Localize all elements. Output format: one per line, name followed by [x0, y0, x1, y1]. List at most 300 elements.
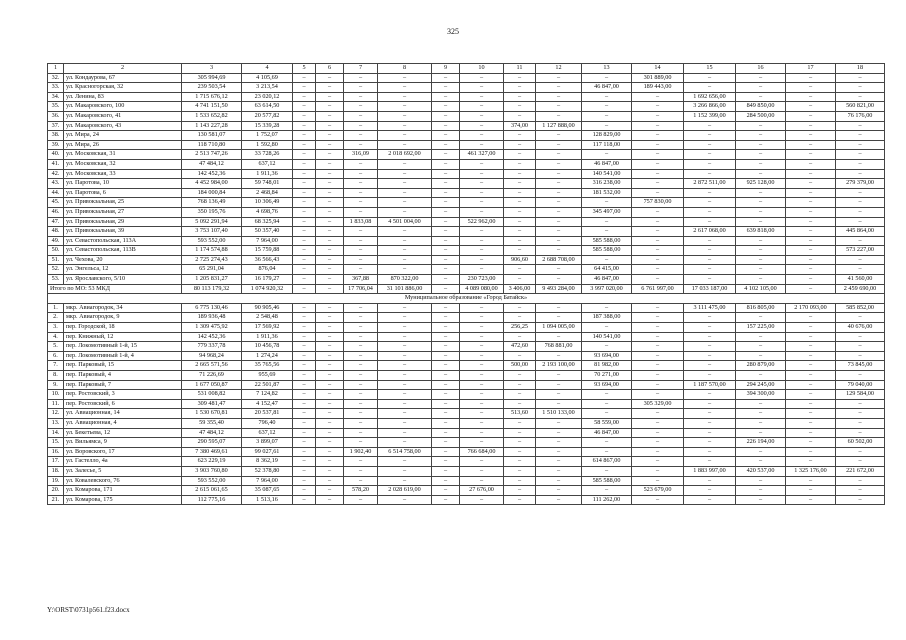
value-cell: – — [316, 188, 344, 198]
value-cell: – — [378, 265, 432, 275]
value-cell: – — [632, 466, 684, 476]
value-cell: – — [536, 371, 582, 381]
value-cell: 90 905,46 — [242, 303, 293, 313]
value-cell: – — [684, 217, 736, 227]
table-row — [48, 409, 885, 419]
value-cell: – — [836, 255, 885, 265]
value-cell: – — [316, 495, 344, 505]
total-cell: 31 101 886,00 — [378, 284, 432, 294]
value-cell: – — [344, 236, 378, 246]
value-cell: – — [432, 303, 460, 313]
value-cell: – — [632, 265, 684, 275]
value-cell: – — [736, 332, 786, 342]
value-cell: – — [460, 236, 504, 246]
value-cell: 560 821,00 — [836, 102, 885, 112]
value-cell: – — [504, 73, 536, 83]
value-cell: – — [632, 227, 684, 237]
value-cell: – — [536, 418, 582, 428]
value-cell: – — [632, 102, 684, 112]
value-cell: – — [293, 466, 316, 476]
value-cell: – — [432, 73, 460, 83]
value-cell: 585 588,00 — [582, 246, 632, 256]
address-cell: ул. Московская, 32 — [64, 159, 182, 169]
value-cell: 2 615 061,65 — [182, 486, 242, 496]
row-number: 34. — [48, 92, 64, 102]
address-cell: ул. Макаровского, 41 — [64, 111, 182, 121]
value-cell: – — [536, 466, 582, 476]
value-cell: – — [786, 486, 836, 496]
value-cell: 3 753 107,40 — [182, 227, 242, 237]
row-number: 14. — [48, 428, 64, 438]
value-cell: – — [460, 92, 504, 102]
table-row — [48, 150, 885, 160]
value-cell: – — [632, 169, 684, 179]
value-cell: – — [582, 73, 632, 83]
value-cell: – — [460, 179, 504, 189]
address-cell: ул. Воровского, 17 — [64, 447, 182, 457]
table-row — [48, 92, 885, 102]
value-cell: – — [432, 332, 460, 342]
total-cell: 17 706,04 — [344, 284, 378, 294]
value-cell: – — [582, 102, 632, 112]
value-cell: – — [684, 246, 736, 256]
value-cell: – — [836, 140, 885, 150]
row-number: 45. — [48, 198, 64, 208]
row-number: 11. — [48, 399, 64, 409]
value-cell: – — [460, 121, 504, 131]
row-number: 35. — [48, 102, 64, 112]
value-cell: – — [293, 179, 316, 189]
value-cell: – — [786, 409, 836, 419]
value-cell: – — [632, 179, 684, 189]
value-cell: 140 541,00 — [582, 169, 632, 179]
value-cell: – — [460, 303, 504, 313]
value-cell: – — [582, 227, 632, 237]
value-cell: 1 883 997,00 — [684, 466, 736, 476]
value-cell: – — [293, 275, 316, 285]
value-cell: 112 775,16 — [182, 495, 242, 505]
address-cell: пер. Локомотивный 1-й, 15 — [64, 342, 182, 352]
column-number-header: 1 — [48, 64, 64, 74]
value-cell: – — [378, 236, 432, 246]
value-cell: – — [378, 102, 432, 112]
value-cell: – — [378, 428, 432, 438]
value-cell: 181 532,00 — [582, 188, 632, 198]
value-cell: – — [632, 323, 684, 333]
table-row — [48, 466, 885, 476]
value-cell: – — [344, 303, 378, 313]
value-cell: – — [378, 303, 432, 313]
value-cell: – — [460, 131, 504, 141]
value-cell: – — [736, 131, 786, 141]
value-cell: – — [316, 466, 344, 476]
value-cell: 522 962,00 — [460, 217, 504, 227]
value-cell: – — [684, 131, 736, 141]
row-number: 19. — [48, 476, 64, 486]
value-cell: 6 775 130,46 — [182, 303, 242, 313]
value-cell: – — [504, 188, 536, 198]
value-cell: – — [632, 390, 684, 400]
address-cell: ул. Гастелло, 4а — [64, 457, 182, 467]
value-cell: 20 537,81 — [242, 409, 293, 419]
table-row — [48, 486, 885, 496]
value-cell: – — [344, 457, 378, 467]
value-cell: – — [432, 380, 460, 390]
value-cell: – — [504, 102, 536, 112]
address-cell: ул. Севастопольская, 113А — [64, 236, 182, 246]
value-cell: 230 723,00 — [460, 275, 504, 285]
value-cell: – — [460, 428, 504, 438]
value-cell: – — [736, 236, 786, 246]
value-cell: 1 911,36 — [242, 332, 293, 342]
value-cell: 593 552,00 — [182, 236, 242, 246]
value-cell: – — [432, 83, 460, 93]
address-cell: ул. Кондаурова, 67 — [64, 73, 182, 83]
value-cell: 2 548,48 — [242, 313, 293, 323]
value-cell: – — [786, 121, 836, 131]
value-cell: 1 911,36 — [242, 169, 293, 179]
value-cell: – — [460, 255, 504, 265]
value-cell: – — [432, 111, 460, 121]
value-cell: – — [504, 399, 536, 409]
value-cell: 239 503,54 — [182, 83, 242, 93]
value-cell: – — [836, 217, 885, 227]
table-row — [48, 399, 885, 409]
row-number: 41. — [48, 159, 64, 169]
value-cell: – — [736, 495, 786, 505]
value-cell: – — [293, 409, 316, 419]
value-cell: 52 378,80 — [242, 466, 293, 476]
value-cell: – — [316, 83, 344, 93]
value-cell: – — [632, 457, 684, 467]
value-cell: – — [786, 390, 836, 400]
value-cell: – — [736, 83, 786, 93]
address-cell: мкр. Авиагородок, 9 — [64, 313, 182, 323]
value-cell: – — [344, 361, 378, 371]
value-cell: 1 902,40 — [344, 447, 378, 457]
value-cell: 4 105,69 — [242, 73, 293, 83]
value-cell: – — [293, 361, 316, 371]
table-row — [48, 111, 885, 121]
value-cell: – — [378, 255, 432, 265]
total-cell: – — [293, 284, 316, 294]
value-cell: – — [786, 179, 836, 189]
value-cell: – — [378, 380, 432, 390]
value-cell: 394 300,00 — [736, 390, 786, 400]
value-cell: – — [293, 236, 316, 246]
value-cell: 46 847,00 — [582, 83, 632, 93]
value-cell: – — [632, 217, 684, 227]
value-cell: – — [316, 476, 344, 486]
row-number: 46. — [48, 207, 64, 217]
value-cell: – — [316, 169, 344, 179]
value-cell: 1 510 133,00 — [536, 409, 582, 419]
value-cell: – — [504, 159, 536, 169]
table-row — [48, 380, 885, 390]
value-cell: 2 018 692,00 — [378, 150, 432, 160]
value-cell: 189 443,00 — [632, 83, 684, 93]
table-row — [48, 131, 885, 141]
value-cell: 7 964,00 — [242, 476, 293, 486]
value-cell: – — [316, 486, 344, 496]
address-cell: ул. Вильямса, 9 — [64, 438, 182, 448]
section-heading: Муниципальное образование «Город Батайск» — [48, 294, 885, 304]
value-cell: – — [504, 179, 536, 189]
value-cell: – — [293, 380, 316, 390]
value-cell: – — [432, 313, 460, 323]
value-cell: – — [736, 371, 786, 381]
value-cell: – — [582, 342, 632, 352]
value-cell: 15 759,88 — [242, 246, 293, 256]
value-cell: 118 710,80 — [182, 140, 242, 150]
value-cell: – — [632, 495, 684, 505]
value-cell: – — [536, 111, 582, 121]
value-cell: – — [582, 409, 632, 419]
value-cell: – — [836, 457, 885, 467]
value-cell: – — [378, 111, 432, 121]
row-number: 2. — [48, 313, 64, 323]
value-cell: – — [293, 342, 316, 352]
value-cell: 2 688 708,00 — [536, 255, 582, 265]
row-number: 47. — [48, 217, 64, 227]
value-cell: – — [460, 466, 504, 476]
value-cell: 20 577,82 — [242, 111, 293, 121]
value-cell: – — [504, 351, 536, 361]
value-cell: – — [684, 351, 736, 361]
value-cell: – — [460, 227, 504, 237]
value-cell: 129 584,00 — [836, 390, 885, 400]
column-number-header: 16 — [736, 64, 786, 74]
value-cell: 305 994,69 — [182, 73, 242, 83]
value-cell: – — [316, 227, 344, 237]
column-number-header: 12 — [536, 64, 582, 74]
value-cell: – — [378, 92, 432, 102]
value-cell: – — [316, 428, 344, 438]
value-cell: – — [432, 428, 460, 438]
value-cell: – — [344, 342, 378, 352]
value-cell: – — [736, 255, 786, 265]
value-cell: 94 968,24 — [182, 351, 242, 361]
value-cell: – — [786, 92, 836, 102]
value-cell: – — [378, 313, 432, 323]
value-cell: – — [786, 342, 836, 352]
value-cell: – — [684, 409, 736, 419]
value-cell: – — [684, 361, 736, 371]
value-cell: – — [344, 102, 378, 112]
value-cell: – — [378, 323, 432, 333]
row-number: 16. — [48, 447, 64, 457]
value-cell: – — [293, 265, 316, 275]
value-cell: – — [632, 313, 684, 323]
value-cell: – — [684, 428, 736, 438]
value-cell: – — [786, 332, 836, 342]
value-cell: – — [786, 265, 836, 275]
address-cell: пер. Книжный, 12 — [64, 332, 182, 342]
value-cell: 768 136,49 — [182, 198, 242, 208]
value-cell: – — [504, 476, 536, 486]
value-cell: – — [378, 179, 432, 189]
value-cell: – — [786, 399, 836, 409]
value-cell: – — [316, 73, 344, 83]
value-cell: 585 588,00 — [582, 236, 632, 246]
value-cell: – — [836, 169, 885, 179]
value-cell: 573 227,00 — [836, 246, 885, 256]
value-cell: – — [786, 275, 836, 285]
value-cell: – — [536, 313, 582, 323]
value-cell: 585 588,00 — [582, 476, 632, 486]
value-cell: 2 617 068,00 — [684, 227, 736, 237]
value-cell: – — [504, 83, 536, 93]
value-cell: – — [736, 150, 786, 160]
row-number: 53. — [48, 275, 64, 285]
table-row — [48, 207, 885, 217]
value-cell: – — [684, 438, 736, 448]
address-cell: ул. Ковалевского, 76 — [64, 476, 182, 486]
value-cell: – — [632, 332, 684, 342]
value-cell: – — [344, 323, 378, 333]
column-number-header: 10 — [460, 64, 504, 74]
value-cell: – — [293, 121, 316, 131]
value-cell: – — [582, 390, 632, 400]
value-cell: – — [432, 409, 460, 419]
value-cell: 187 388,00 — [582, 313, 632, 323]
value-cell: – — [432, 275, 460, 285]
value-cell: – — [836, 83, 885, 93]
address-cell: пер. Ростовский, 6 — [64, 399, 182, 409]
value-cell: – — [344, 399, 378, 409]
value-cell: – — [632, 92, 684, 102]
value-cell: – — [432, 418, 460, 428]
value-cell: – — [786, 447, 836, 457]
address-cell: ул. Авиационная, 14 — [64, 409, 182, 419]
value-cell: – — [432, 227, 460, 237]
value-cell: – — [684, 486, 736, 496]
value-cell: – — [293, 390, 316, 400]
value-cell: – — [504, 466, 536, 476]
value-cell: 76 176,00 — [836, 111, 885, 121]
value-cell: – — [536, 457, 582, 467]
table-row — [48, 476, 885, 486]
value-cell: – — [378, 207, 432, 217]
value-cell: – — [536, 140, 582, 150]
value-cell: – — [786, 351, 836, 361]
value-cell: – — [316, 255, 344, 265]
row-number: 44. — [48, 188, 64, 198]
value-cell: 184 000,84 — [182, 188, 242, 198]
value-cell: – — [632, 275, 684, 285]
table-row — [48, 73, 885, 83]
value-cell: – — [344, 438, 378, 448]
value-cell: – — [316, 207, 344, 217]
value-cell: – — [536, 150, 582, 160]
value-cell: – — [684, 83, 736, 93]
table-row — [48, 418, 885, 428]
value-cell: – — [684, 169, 736, 179]
value-cell: – — [460, 332, 504, 342]
total-cell: 4 102 105,00 — [736, 284, 786, 294]
value-cell: – — [684, 390, 736, 400]
row-number: 40. — [48, 150, 64, 160]
value-cell: 3 899,07 — [242, 438, 293, 448]
value-cell: 140 541,00 — [582, 332, 632, 342]
value-cell: – — [344, 207, 378, 217]
value-cell: – — [460, 159, 504, 169]
value-cell: 849 850,00 — [736, 102, 786, 112]
value-cell: – — [536, 246, 582, 256]
value-cell: – — [316, 179, 344, 189]
value-cell: 374,00 — [504, 121, 536, 131]
value-cell: – — [460, 198, 504, 208]
value-cell: 420 537,00 — [736, 466, 786, 476]
value-cell: – — [378, 159, 432, 169]
table-row — [48, 83, 885, 93]
value-cell: 47 484,12 — [182, 428, 242, 438]
value-cell: – — [736, 476, 786, 486]
row-number: 1. — [48, 303, 64, 313]
value-cell: – — [293, 169, 316, 179]
value-cell: – — [378, 227, 432, 237]
value-cell: – — [293, 303, 316, 313]
value-cell: 593 552,00 — [182, 476, 242, 486]
value-cell: – — [786, 418, 836, 428]
value-cell: – — [836, 159, 885, 169]
row-number: 13. — [48, 418, 64, 428]
total-cell: – — [786, 284, 836, 294]
value-cell: – — [432, 476, 460, 486]
value-cell: – — [460, 111, 504, 121]
value-cell: – — [378, 361, 432, 371]
value-cell: – — [460, 342, 504, 352]
value-cell: – — [293, 476, 316, 486]
value-cell: – — [432, 169, 460, 179]
value-cell: 345 497,00 — [582, 207, 632, 217]
value-cell: – — [293, 323, 316, 333]
row-number: 4. — [48, 332, 64, 342]
value-cell: 50 357,40 — [242, 227, 293, 237]
value-cell: – — [293, 457, 316, 467]
value-cell: 906,60 — [504, 255, 536, 265]
value-cell: – — [632, 418, 684, 428]
column-number-header: 17 — [786, 64, 836, 74]
header-row — [48, 64, 885, 74]
value-cell: – — [293, 188, 316, 198]
value-cell: – — [293, 447, 316, 457]
value-cell: – — [344, 121, 378, 131]
value-cell: – — [536, 390, 582, 400]
table-row — [48, 140, 885, 150]
value-cell: – — [344, 265, 378, 275]
value-cell: 3 266 866,00 — [684, 102, 736, 112]
value-cell: – — [460, 102, 504, 112]
value-cell: – — [786, 207, 836, 217]
value-cell: – — [316, 275, 344, 285]
value-cell: – — [736, 207, 786, 217]
value-cell: – — [786, 476, 836, 486]
value-cell: 7 964,00 — [242, 236, 293, 246]
value-cell: – — [432, 466, 460, 476]
table-row — [48, 198, 885, 208]
value-cell: – — [293, 92, 316, 102]
value-cell: 4 152,47 — [242, 399, 293, 409]
value-cell: 157 225,00 — [736, 323, 786, 333]
value-cell: – — [836, 428, 885, 438]
value-cell: – — [536, 207, 582, 217]
table-row — [48, 227, 885, 237]
address-cell: пер. Парковый, 7 — [64, 380, 182, 390]
value-cell: – — [432, 323, 460, 333]
value-cell: – — [293, 217, 316, 227]
value-cell: – — [378, 140, 432, 150]
